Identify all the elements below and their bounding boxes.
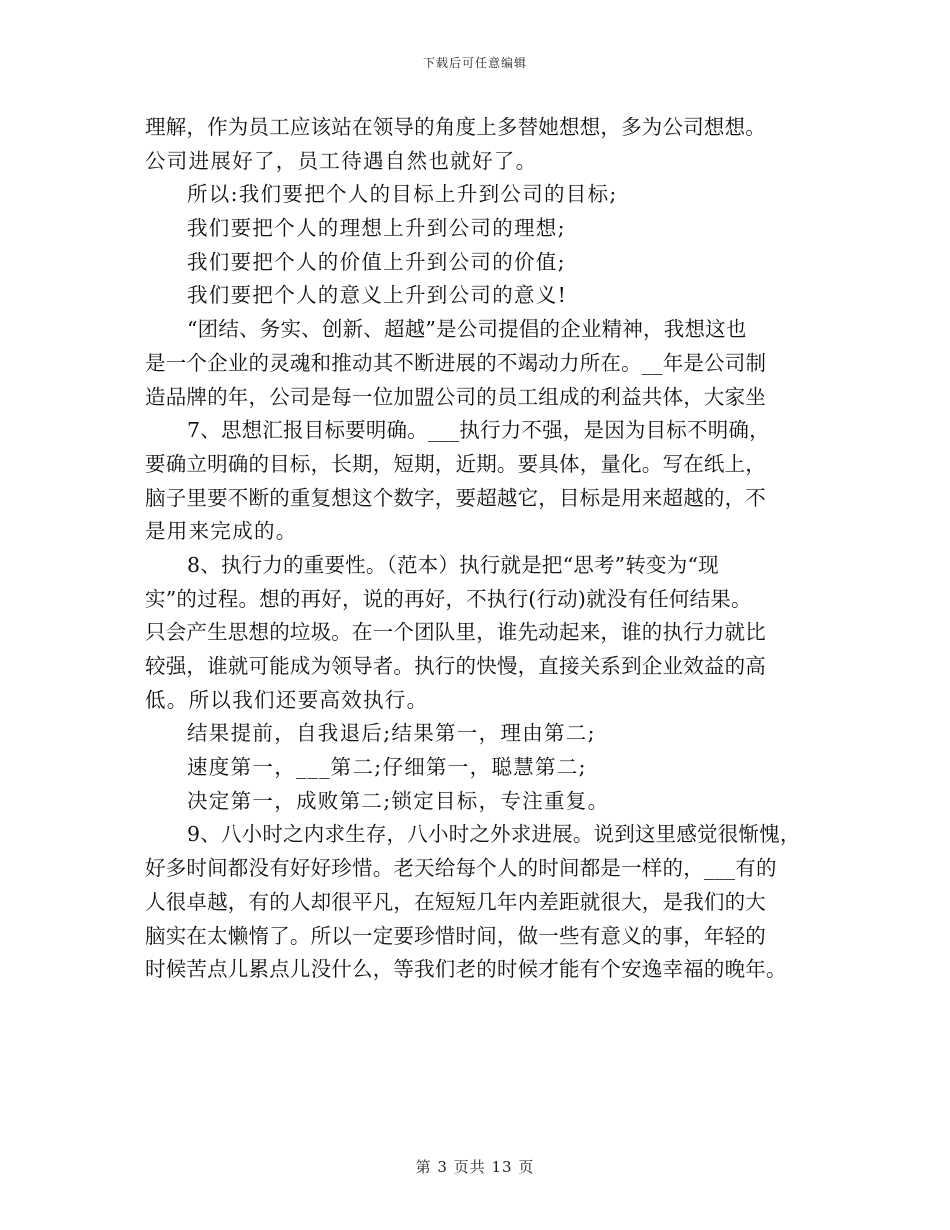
text-line: 是用来完成的。: [145, 519, 298, 544]
text-line: 9、八小时之内求生存，八小时之外求进展。说到这里感觉很惭愧，: [187, 822, 801, 847]
text-line: 公司进展好了，员工待遇自然也就好了。: [145, 148, 538, 173]
document-body: [145, 111, 825, 987]
text-line: 实”的过程。想的再好，说的再好，不执行(行动)就没有任何结果。: [145, 586, 752, 611]
text-line: 造品牌的年，公司是每一位加盟公司的员工组成的利益共体，大家坐: [145, 384, 766, 409]
text-line: 是一个企业的灵魂和推动其不断进展的不竭动力所在。__年是公司制: [145, 350, 767, 375]
text-line: 决定第一，成败第二;锁定目标，专注重复。: [187, 788, 610, 813]
text-line: 所以:我们要把个人的目标上升到公司的目标;: [187, 182, 618, 207]
text-line: 低。所以我们还要高效执行。: [145, 687, 429, 712]
text-line: 结果提前，自我退后;结果第一，理由第二;: [187, 721, 596, 746]
page-header: 下载后可任意编辑: [422, 56, 527, 70]
page-number: 第 3 页共 13 页: [415, 1158, 535, 1176]
text-line: 要确立明确的目标，长期，短期，近期。要具体，量化。写在纸上，: [145, 451, 766, 476]
text-line: 我们要把个人的理想上升到公司的理想;: [187, 216, 566, 241]
text-line: 理解，作为员工应该站在领导的角度上多替她想想，多为公司想想。: [145, 115, 766, 139]
text-line: 好多时间都没有好好珍惜。老天给每个人的时间都是一样的，___有的: [145, 856, 777, 881]
text-line: 时候苦点儿累点儿没什么，等我们老的时候才能有个安逸幸福的晚年。: [145, 957, 787, 982]
text-line: 速度第一，___第二;仔细第一，聪慧第二;: [187, 755, 587, 780]
text-line: 脑子里要不断的重复想这个数字，要超越它，目标是用来超越的，不: [145, 485, 766, 510]
text-line: 脑实在太懒惰了。所以一定要珍惜时间，做一些有意义的事，年轻的: [145, 923, 766, 948]
text-line: 较强，谁就可能成为领导者。执行的快慢，直接关系到企业效益的高: [145, 654, 766, 678]
text-line: 只会产生思想的垃圾。在一个团队里，谁先动起来，谁的执行力就比: [145, 620, 766, 645]
text-line: 我们要把个人的价值上升到公司的价值;: [187, 249, 566, 274]
text-line: 8、执行力的重要性。（范本）执行就是把“思考”转变为“现: [187, 552, 719, 577]
text-line: “团结、务实、创新、超越”是公司提倡的企业精神，我想这也: [187, 317, 747, 342]
text-line: 我们要把个人的意义上升到公司的意义!: [187, 283, 568, 308]
text-line: 7、思想汇报目标要明确。___执行力不强，是因为目标不明确，: [187, 418, 770, 443]
text-line: 人很卓越，有的人却很平凡，在短短几年内差距就很大，是我们的大: [145, 889, 766, 914]
